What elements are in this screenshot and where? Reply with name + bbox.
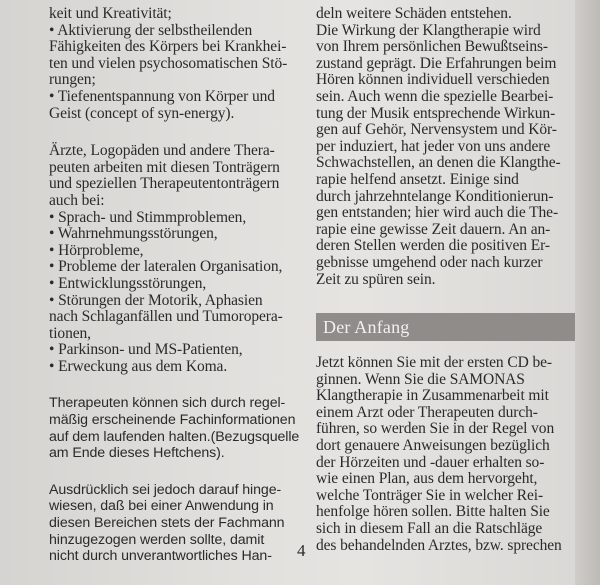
text-line: von Ihrem persönlichen Bewußtseins- (316, 38, 548, 56)
text-line: hinzugezogen werden sollte, damit (49, 531, 265, 548)
text-line: führen, so werden Sie in der Regel von (316, 420, 555, 438)
text-line: ginnen. Wenn Sie die SAMONAS (316, 370, 525, 388)
text-line: ten und vielen psychosomatischen Stö- (49, 54, 288, 72)
text-line: rungen; (49, 71, 96, 89)
text-line: sich in diesem Fall an die Ratschläge (316, 519, 543, 537)
text-line: sein. Auch wenn die spezielle Bearbei- (316, 87, 554, 105)
text-line: gen auf Gehör, Nervensystem und Kör- (316, 121, 557, 139)
text-line: des behandelnden Arztes, bzw. sprechen (316, 536, 562, 554)
text-line: wiesen, daß bei einer Anwendung in (49, 498, 274, 515)
section-heading: Der Anfang (323, 317, 410, 337)
page-fold-shadow (575, 0, 600, 585)
text-line: • Aktivierung der selbstheilenden (49, 21, 253, 39)
text-line: Ärzte, Logopäden und andere Thera- (49, 142, 275, 160)
text-line: zustand geprägt. Die Erfahrungen beim (316, 54, 557, 72)
text-line: Die Wirkung der Klangtherapie wird (316, 21, 541, 39)
text-line: nicht durch unverantwortliches Han- (49, 548, 272, 565)
right-column-top (316, 6, 574, 288)
text-line: am Ende dieses Heftchens). (49, 445, 225, 462)
text-line: rapie helfend ansetzt. Einige sind (316, 170, 519, 188)
left-column (49, 6, 301, 565)
text-line: wie einen Plan, aus dem hervorgeht, (316, 470, 538, 488)
text-line: Fähigkeiten des Körpers bei Krankhei- (49, 38, 287, 56)
text-line: • Sprach- und Stimmproblemen, (49, 208, 247, 226)
text-line: und speziellen Therapeutentonträgern (49, 175, 280, 193)
right-column-bottom (316, 355, 574, 554)
text-line: durch jahrzehntelange Konditionierun- (316, 187, 554, 205)
therapist-info-paragraph (49, 395, 301, 461)
text-line: • Parkinson- und MS-Patienten, (49, 341, 243, 359)
text-line: Ausdrücklich sei jedoch darauf hinge- (49, 481, 282, 498)
text-line: gen entstanden; hier wird auch die The- (316, 204, 559, 222)
text-line: deren Stellen werden die positiven Er- (316, 237, 550, 255)
text-line: Hören können individuell verschieden (316, 71, 550, 89)
text-line: Jetzt können Sie mit der ersten CD be- (316, 354, 552, 371)
text-line: • Hörprobleme, (49, 241, 144, 259)
text-line: • Entwicklungsstörungen, (49, 274, 207, 292)
text-line: dort genauere Anweisungen bezüglich (316, 436, 550, 454)
text-line: Schwachstellen, an denen die Klangthe- (316, 154, 561, 172)
text-line: per induziert, hat jeder von uns andere (316, 137, 551, 155)
text-line: tionen, (49, 324, 91, 342)
text-line: diesen Bereichen stets der Fachmann (49, 515, 285, 532)
text-line: mäßig erscheinende Fachinformationen (49, 412, 296, 429)
text-line: • Tiefenentspannung von Körper und (49, 87, 275, 105)
text-line: Klangtherapie in Zusammenarbeit mit (316, 387, 549, 405)
text-line: henfolge hören sollen. Bitte halten Sie (316, 503, 550, 521)
benefits-list-continued (49, 6, 301, 122)
text-line: • Probleme der lateralen Organisation, (49, 258, 283, 276)
text-line: • Wahrnehmungsstörungen, (49, 225, 218, 243)
text-line: der Hörzeiten und -dauer erhalten so- (316, 453, 545, 471)
text-line: auf dem laufenden halten.(Bezugsquelle (49, 428, 300, 445)
paragraph-gap (49, 375, 301, 395)
text-line: • Störungen der Motorik, Aphasien (49, 291, 263, 309)
text-line: deln weitere Schäden entstehen. (316, 5, 512, 22)
caution-paragraph (49, 482, 301, 565)
text-line: tung der Musik entsprechende Wirkun- (316, 104, 556, 122)
text-line: einem Arzt oder Therapeuten durch- (316, 403, 538, 421)
text-line: Geist (concept of syn-energy). (49, 104, 235, 122)
text-line: keit und Kreativität; (49, 5, 172, 22)
paragraph-gap (49, 122, 301, 143)
applications-paragraph (49, 143, 301, 375)
text-line: auch bei: (49, 191, 105, 209)
text-line: welche Tonträger Sie in welcher Rei- (316, 486, 544, 504)
text-line: • Erweckung aus dem Koma. (49, 357, 228, 375)
text-line: Therapeuten können sich durch regel- (49, 395, 286, 412)
paragraph-gap (49, 462, 301, 482)
text-line: Zeit zu spüren sein. (316, 270, 436, 288)
section-heading-bar (316, 313, 575, 341)
text-line: nach Schlaganfällen und Tumoropera- (49, 308, 283, 326)
page-number: 4 (297, 541, 306, 560)
text-line: gebnisse umgehend oder nach kurzer (316, 253, 543, 271)
text-line: peuten arbeiten mit diesen Tonträgern (49, 158, 280, 176)
text-line: rapie eine gewisse Zeit dauern. An an- (316, 220, 551, 238)
